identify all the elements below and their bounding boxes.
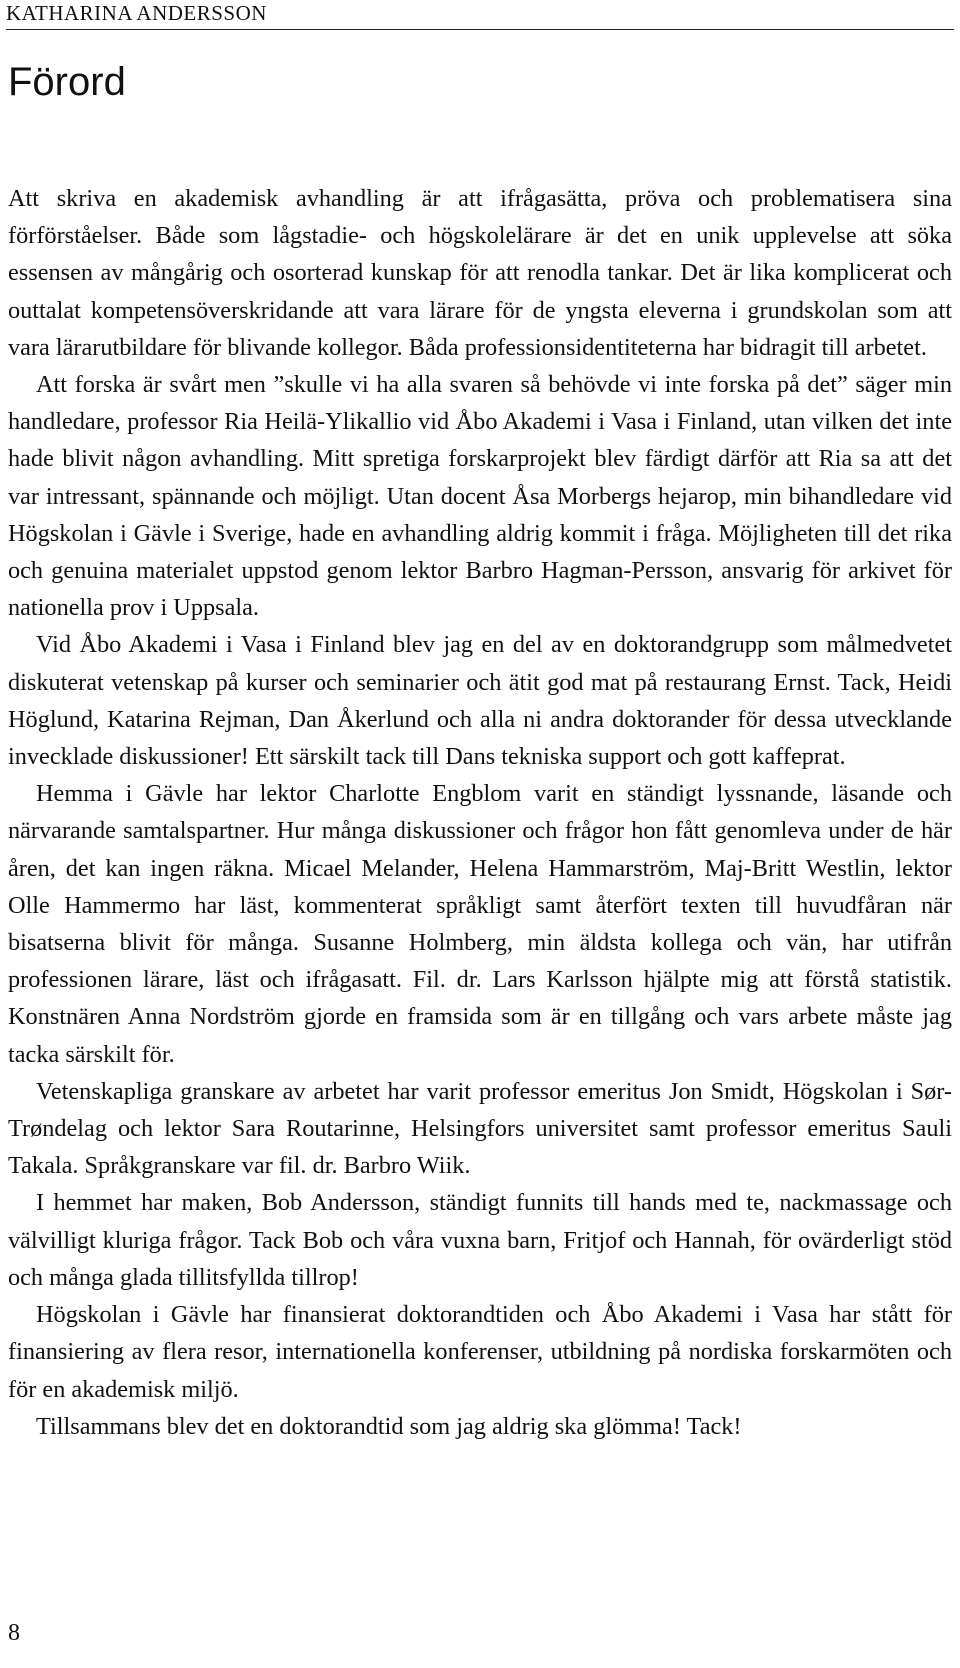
body-text <box>8 180 952 1445</box>
paragraph: I hemmet har maken, Bob Andersson, ständigt funnits till hands med te, nackmassage och välvilligt kluriga frågor. Tack Bob och våra vuxna barn, Fritjof och Hannah, för ovärderligt stöd och många glada tillitsfyllda tillrop! <box>8 1189 952 1291</box>
paragraph: Att skriva en akademisk avhandling är att ifrågasätta, pröva och problematisera sina förförståelser. Både som lågstadie- och högskolelärare är det en unik upplevelse att söka essensen av mångårig och osorterad kunskap för att renodla tankar. Det är lika komplicerat och outtalat kompetensöverskridande att vara lärare för de yngsta eleverna i grundskolan som att vara lärarutbildare för blivande kollegor. Båda professionsidentiteterna har bidragit till arbetet. <box>8 185 952 361</box>
paragraph: Hemma i Gävle har lektor Charlotte Engblom varit en ständigt lyssnande, läsande och närvarande samtalspartner. Hur många diskussioner och frågor hon fått genomleva under de här åren, det kan ingen räkna. Micael Melander, Helena Hammarström, Maj-Britt Westlin, lektor Olle Hammermo har läst, kommenterat språkligt samt återfört texten till huvudfåran när bisatserna blivit för många. Susanne Holmberg, min äldsta kollega och vän, har utifrån professionen lärare, läst och ifrågasatt. Fil. dr. Lars Karlsson hjälpte mig att förstå statistik. Konstnären Anna Nordström gjorde en framsida som är en tillgång och vars arbete måste jag tacka särskilt för. <box>8 780 952 1068</box>
running-head: KATHARINA ANDERSSON <box>6 1 267 25</box>
page-title: Förord <box>8 60 126 104</box>
paragraph: Tillsammans blev det en doktorandtid som jag aldrig ska glömma! Tack! <box>36 1412 742 1440</box>
header-rule <box>6 29 954 30</box>
paragraph: Vetenskapliga granskare av arbetet har varit professor emeritus Jon Smidt, Högskolan i Sør-Trøndelag och lektor Sara Routarinne, Helsingfors universitet samt professor emeritus Sauli Takala. Språkgranskare var fil. dr. Barbro Wiik. <box>8 1077 952 1180</box>
paragraph: Högskolan i Gävle har finansierat doktorandtiden och Åbo Akademi i Vasa har stått för finansiering av flera resor, internationella konferenser, utbildning på nordiska forskarmöten och för en akademisk miljö. <box>8 1301 952 1403</box>
paragraph: Vid Åbo Akademi i Vasa i Finland blev jag en del av en doktorandgrupp som målmedvetet diskuterat vetenskap på kurser och seminarier och ätit god mat på restaurang Ernst. Tack, Heidi Höglund, Katarina Rejman, Dan Åkerlund och alla ni andra doktorander för dessa utvecklande invecklade diskussioner! Ett särskilt tack till Dans tekniska support och gott kaffeprat. <box>8 631 952 771</box>
page-number: 8 <box>8 1620 20 1646</box>
paragraph: Att forska är svårt men ”skulle vi ha alla svaren så behövde vi inte forska på det” säger min handledare, professor Ria Heilä-Ylikallio vid Åbo Akademi i Vasa i Finland, utan vilken det inte hade blivit någon avhandling. Mitt spretiga forskarprojekt blev färdigt därför att Ria sa att det var intressant, spännande och möjligt. Utan docent Åsa Morbergs hejarop, min bihandledare vid Högskolan i Gävle i Sverige, hade en avhandling aldrig kommit i fråga. Möjligheten till det rika och genuina materialet uppstod genom lektor Barbro Hagman-Persson, ansvarig för arkivet för nationella prov i Uppsala. <box>8 371 952 622</box>
